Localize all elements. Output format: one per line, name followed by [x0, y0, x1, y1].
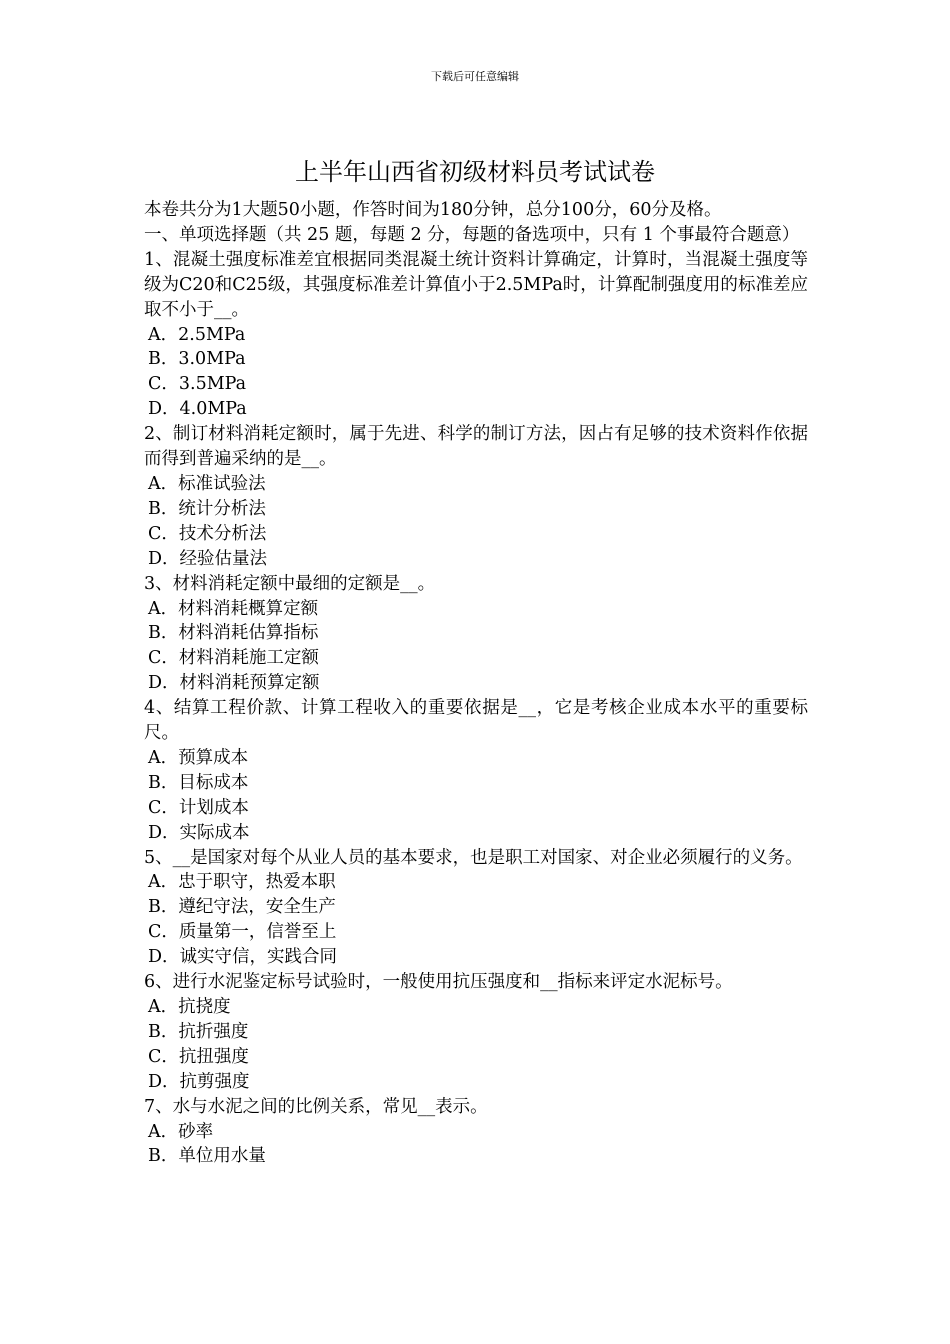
question-list	[144, 248, 808, 1170]
question-stem: 5、__是国家对每个从业人员的基本要求，也是职工对国家、对企业必须履行的义务。	[144, 847, 803, 868]
answer-option: A．标准试验法	[148, 473, 266, 494]
question-stem: 2、制订材料消耗定额时，属于先进、科学的制订方法，因占有足够的技术资料作依据而得到普遍采纳的是__。	[144, 424, 808, 470]
question-block	[144, 1095, 808, 1170]
answer-option: D．实际成本	[148, 822, 250, 843]
question-block	[144, 970, 808, 1095]
answer-option: D．材料消耗预算定额	[148, 673, 320, 694]
answer-option: B．材料消耗估算指标	[148, 623, 319, 644]
answer-option: D．经验估量法	[148, 548, 268, 569]
question-stem: 3、材料消耗定额中最细的定额是__。	[144, 573, 436, 594]
answer-option: B．统计分析法	[148, 498, 266, 519]
question-block	[144, 846, 808, 971]
answer-option: A．预算成本	[148, 747, 249, 768]
answer-option: D．抗剪强度	[148, 1071, 250, 1092]
answer-option: A．砂率	[148, 1121, 214, 1142]
document-body	[144, 198, 808, 1169]
answer-option: C．质量第一，信誉至上	[148, 922, 337, 943]
answer-option: C．技术分析法	[148, 523, 267, 544]
answer-option: A．抗挠度	[148, 997, 231, 1017]
answer-option: C．材料消耗施工定额	[148, 648, 319, 669]
answer-option: A．2.5MPa	[148, 324, 246, 345]
answer-option: B．单位用水量	[148, 1146, 266, 1167]
answer-option: B．目标成本	[148, 772, 249, 793]
answer-option: B．遵纪守法，安全生产	[148, 897, 336, 918]
question-block	[144, 696, 808, 845]
question-block	[144, 422, 808, 571]
answer-option: C．计划成本	[148, 797, 249, 818]
question-block	[144, 248, 808, 422]
question-block	[144, 572, 808, 697]
answer-option: C．3.5MPa	[148, 374, 247, 395]
section-heading: 一、单项选择题（共 25 题，每题 2 分，每题的备选项中，只有 1 个事最符合题意）	[144, 224, 800, 245]
answer-option: D．4.0MPa	[148, 399, 247, 420]
header-note: 下载后可任意编辑	[431, 70, 519, 83]
question-stem: 1、混凝土强度标准差宜根据同类混凝土统计资料计算确定，计算时，当混凝土强度等级为C20和C25级，其强度标准差计算值小于2.5MPa时，计算配制强度用的标准差应取不小于__。	[144, 249, 808, 320]
intro-text: 本卷共分为1大题50小题，作答时间为180分钟，总分100分，60分及格。	[144, 200, 722, 220]
question-stem: 7、水与水泥之间的比例关系，常见__表示。	[144, 1096, 488, 1117]
answer-option: C．抗扭强度	[148, 1046, 249, 1067]
document-title: 上半年山西省初级材料员考试试卷	[295, 158, 655, 186]
question-stem: 4、结算工程价款、计算工程收入的重要依据是__，它是考核企业成本水平的重要标尺。	[144, 698, 808, 744]
question-stem: 6、进行水泥鉴定标号试验时，一般使用抗压强度和__指标来评定水泥标号。	[144, 972, 733, 993]
answer-option: D．诚实守信，实践合同	[148, 947, 338, 968]
answer-option: B．抗折强度	[148, 1021, 249, 1042]
answer-option: B．3.0MPa	[148, 349, 246, 370]
answer-option: A．材料消耗概算定额	[148, 598, 319, 619]
answer-option: A．忠于职守，热爱本职	[148, 872, 336, 893]
